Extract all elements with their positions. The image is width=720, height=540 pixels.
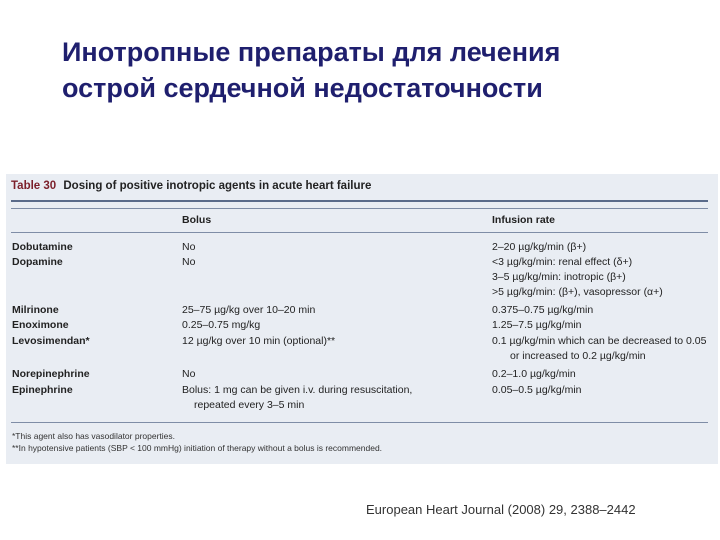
slide-title-line-2: острой сердечной недостаточности <box>62 73 543 103</box>
infusion-rate-text: 2–20 µg/kg/min (β+) <box>492 241 587 253</box>
infusion-rate-text: >5 µg/kg/min: (β+), vasopressor (α+) <box>492 286 663 298</box>
bolus-cell <box>182 383 412 413</box>
agent-name: Enoximone <box>12 319 69 331</box>
infusion-rate-text: 3–5 µg/kg/min: inotropic (β+) <box>492 271 626 283</box>
infusion-rate-text: 0.05–0.5 µg/kg/min <box>492 384 582 396</box>
agent-name: Dobutamine <box>12 241 73 253</box>
agent-name: Milrinone <box>12 304 59 316</box>
header-infusion-rate: Infusion rate <box>492 214 556 226</box>
infusion-rate-cell <box>492 240 586 255</box>
table-description: Dosing of positive inotropic agents in acute heart failure <box>63 180 372 192</box>
table-top-rule <box>11 200 708 202</box>
agent-name: Dopamine <box>12 256 63 268</box>
bolus-cell <box>182 334 335 349</box>
bolus-text: 12 µg/kg over 10 min (optional)** <box>182 335 336 347</box>
footnote: **In hypotensive patients (SBP < 100 mmHg) initiation of therapy without a bolus is recommended. <box>12 443 383 453</box>
dosing-table <box>6 174 718 464</box>
footnote: *This agent also has vasodilator properties. <box>12 431 176 441</box>
infusion-rate-cell <box>492 255 663 300</box>
header-bottom-rule <box>11 232 708 233</box>
agent-name: Epinephrine <box>12 384 73 396</box>
bolus-cell <box>182 240 195 255</box>
infusion-rate-text: or increased to 0.2 µg/kg/min <box>510 350 646 362</box>
bolus-cell <box>182 255 195 270</box>
infusion-rate-cell <box>492 334 706 364</box>
infusion-rate-cell <box>492 318 582 333</box>
bolus-text: repeated every 3–5 min <box>194 399 305 411</box>
table-bottom-rule <box>11 422 708 423</box>
bolus-text: 0.25–0.75 mg/kg <box>182 319 261 331</box>
slide-title <box>62 34 702 106</box>
slide-title-line-1: Инотропные препараты для лечения <box>62 37 561 67</box>
infusion-rate-text: 0.1 µg/kg/min which can be decreased to 0.05 <box>492 335 707 347</box>
bolus-cell <box>182 318 260 333</box>
bolus-cell <box>182 303 315 318</box>
agent-name: Norepinephrine <box>12 368 90 380</box>
infusion-rate-cell <box>492 367 576 382</box>
bolus-text: No <box>182 256 196 268</box>
bolus-text: Bolus: 1 mg can be given i.v. during resuscitation, <box>182 384 413 396</box>
table-caption <box>11 180 371 192</box>
infusion-rate-text: 0.375–0.75 µg/kg/min <box>492 304 594 316</box>
infusion-rate-text: <3 µg/kg/min: renal effect (δ+) <box>492 256 633 268</box>
infusion-rate-cell <box>492 303 593 318</box>
header-bolus: Bolus <box>182 214 212 226</box>
bolus-text: No <box>182 368 196 380</box>
infusion-rate-text: 1.25–7.5 µg/kg/min <box>492 319 582 331</box>
header-top-rule <box>11 208 708 209</box>
infusion-rate-text: 0.2–1.0 µg/kg/min <box>492 368 576 380</box>
bolus-text: 25–75 µg/kg over 10–20 min <box>182 304 316 316</box>
bolus-text: No <box>182 241 196 253</box>
table-footnotes <box>12 430 382 454</box>
agent-name: Levosimendan* <box>12 335 90 347</box>
infusion-rate-cell <box>492 383 582 398</box>
table-label: Table 30 <box>11 180 57 192</box>
bolus-cell <box>182 367 195 382</box>
source-reference: European Heart Journal (2008) 29, 2388–2442 <box>366 502 636 517</box>
